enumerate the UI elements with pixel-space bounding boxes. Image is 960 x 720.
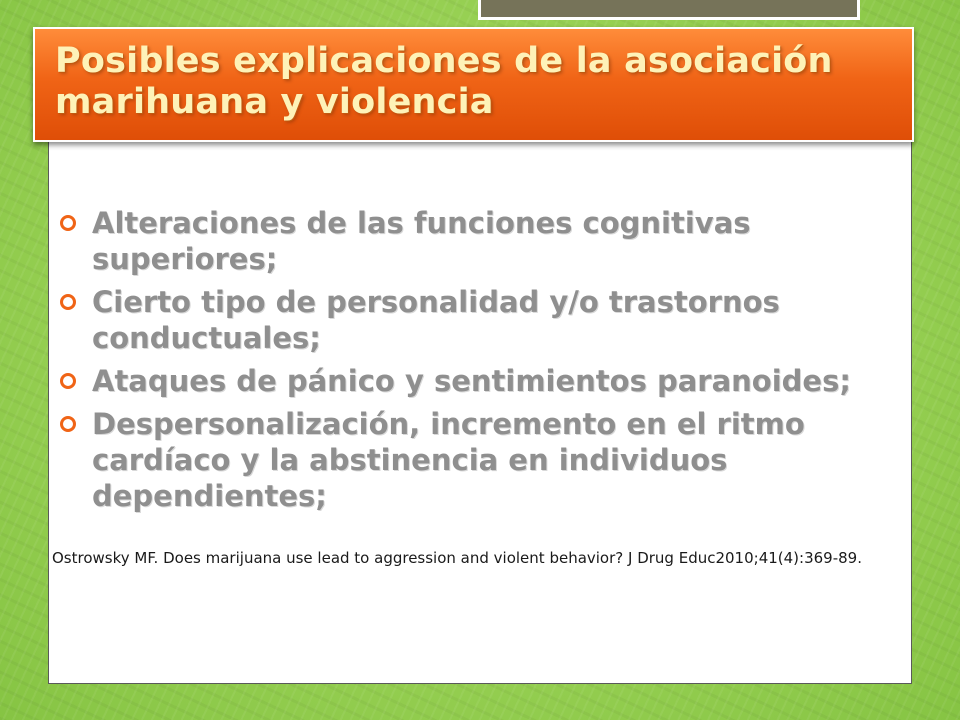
bullet-item [60,284,890,356]
decorative-top-tab [478,0,860,20]
bullet-text: Cierto tipo de personalidad y/o trastornos conductuales; [92,285,780,355]
circle-bullet-icon [60,416,76,432]
title-banner [33,27,914,142]
bullet-item [60,363,890,399]
bullet-item [60,406,890,514]
circle-bullet-icon [60,294,76,310]
bullet-item [60,205,890,277]
circle-bullet-icon [60,215,76,231]
slide-title: Posibles explicaciones de la asociación marihuana y violencia [55,41,833,122]
reference-citation: Ostrowsky MF. Does marijuana use lead to aggression and violent behavior? J Drug Educ2010;41(4):369-89. [52,549,862,567]
bullet-text: Alteraciones de las funciones cognitivas superiores; [92,206,751,276]
bullet-list [60,205,890,521]
circle-bullet-icon [60,373,76,389]
bullet-text: Despersonalización, incremento en el ritmo cardíaco y la abstinencia en individuos dependientes; [92,407,805,513]
bullet-text: Ataques de pánico y sentimientos paranoides; [92,364,851,398]
